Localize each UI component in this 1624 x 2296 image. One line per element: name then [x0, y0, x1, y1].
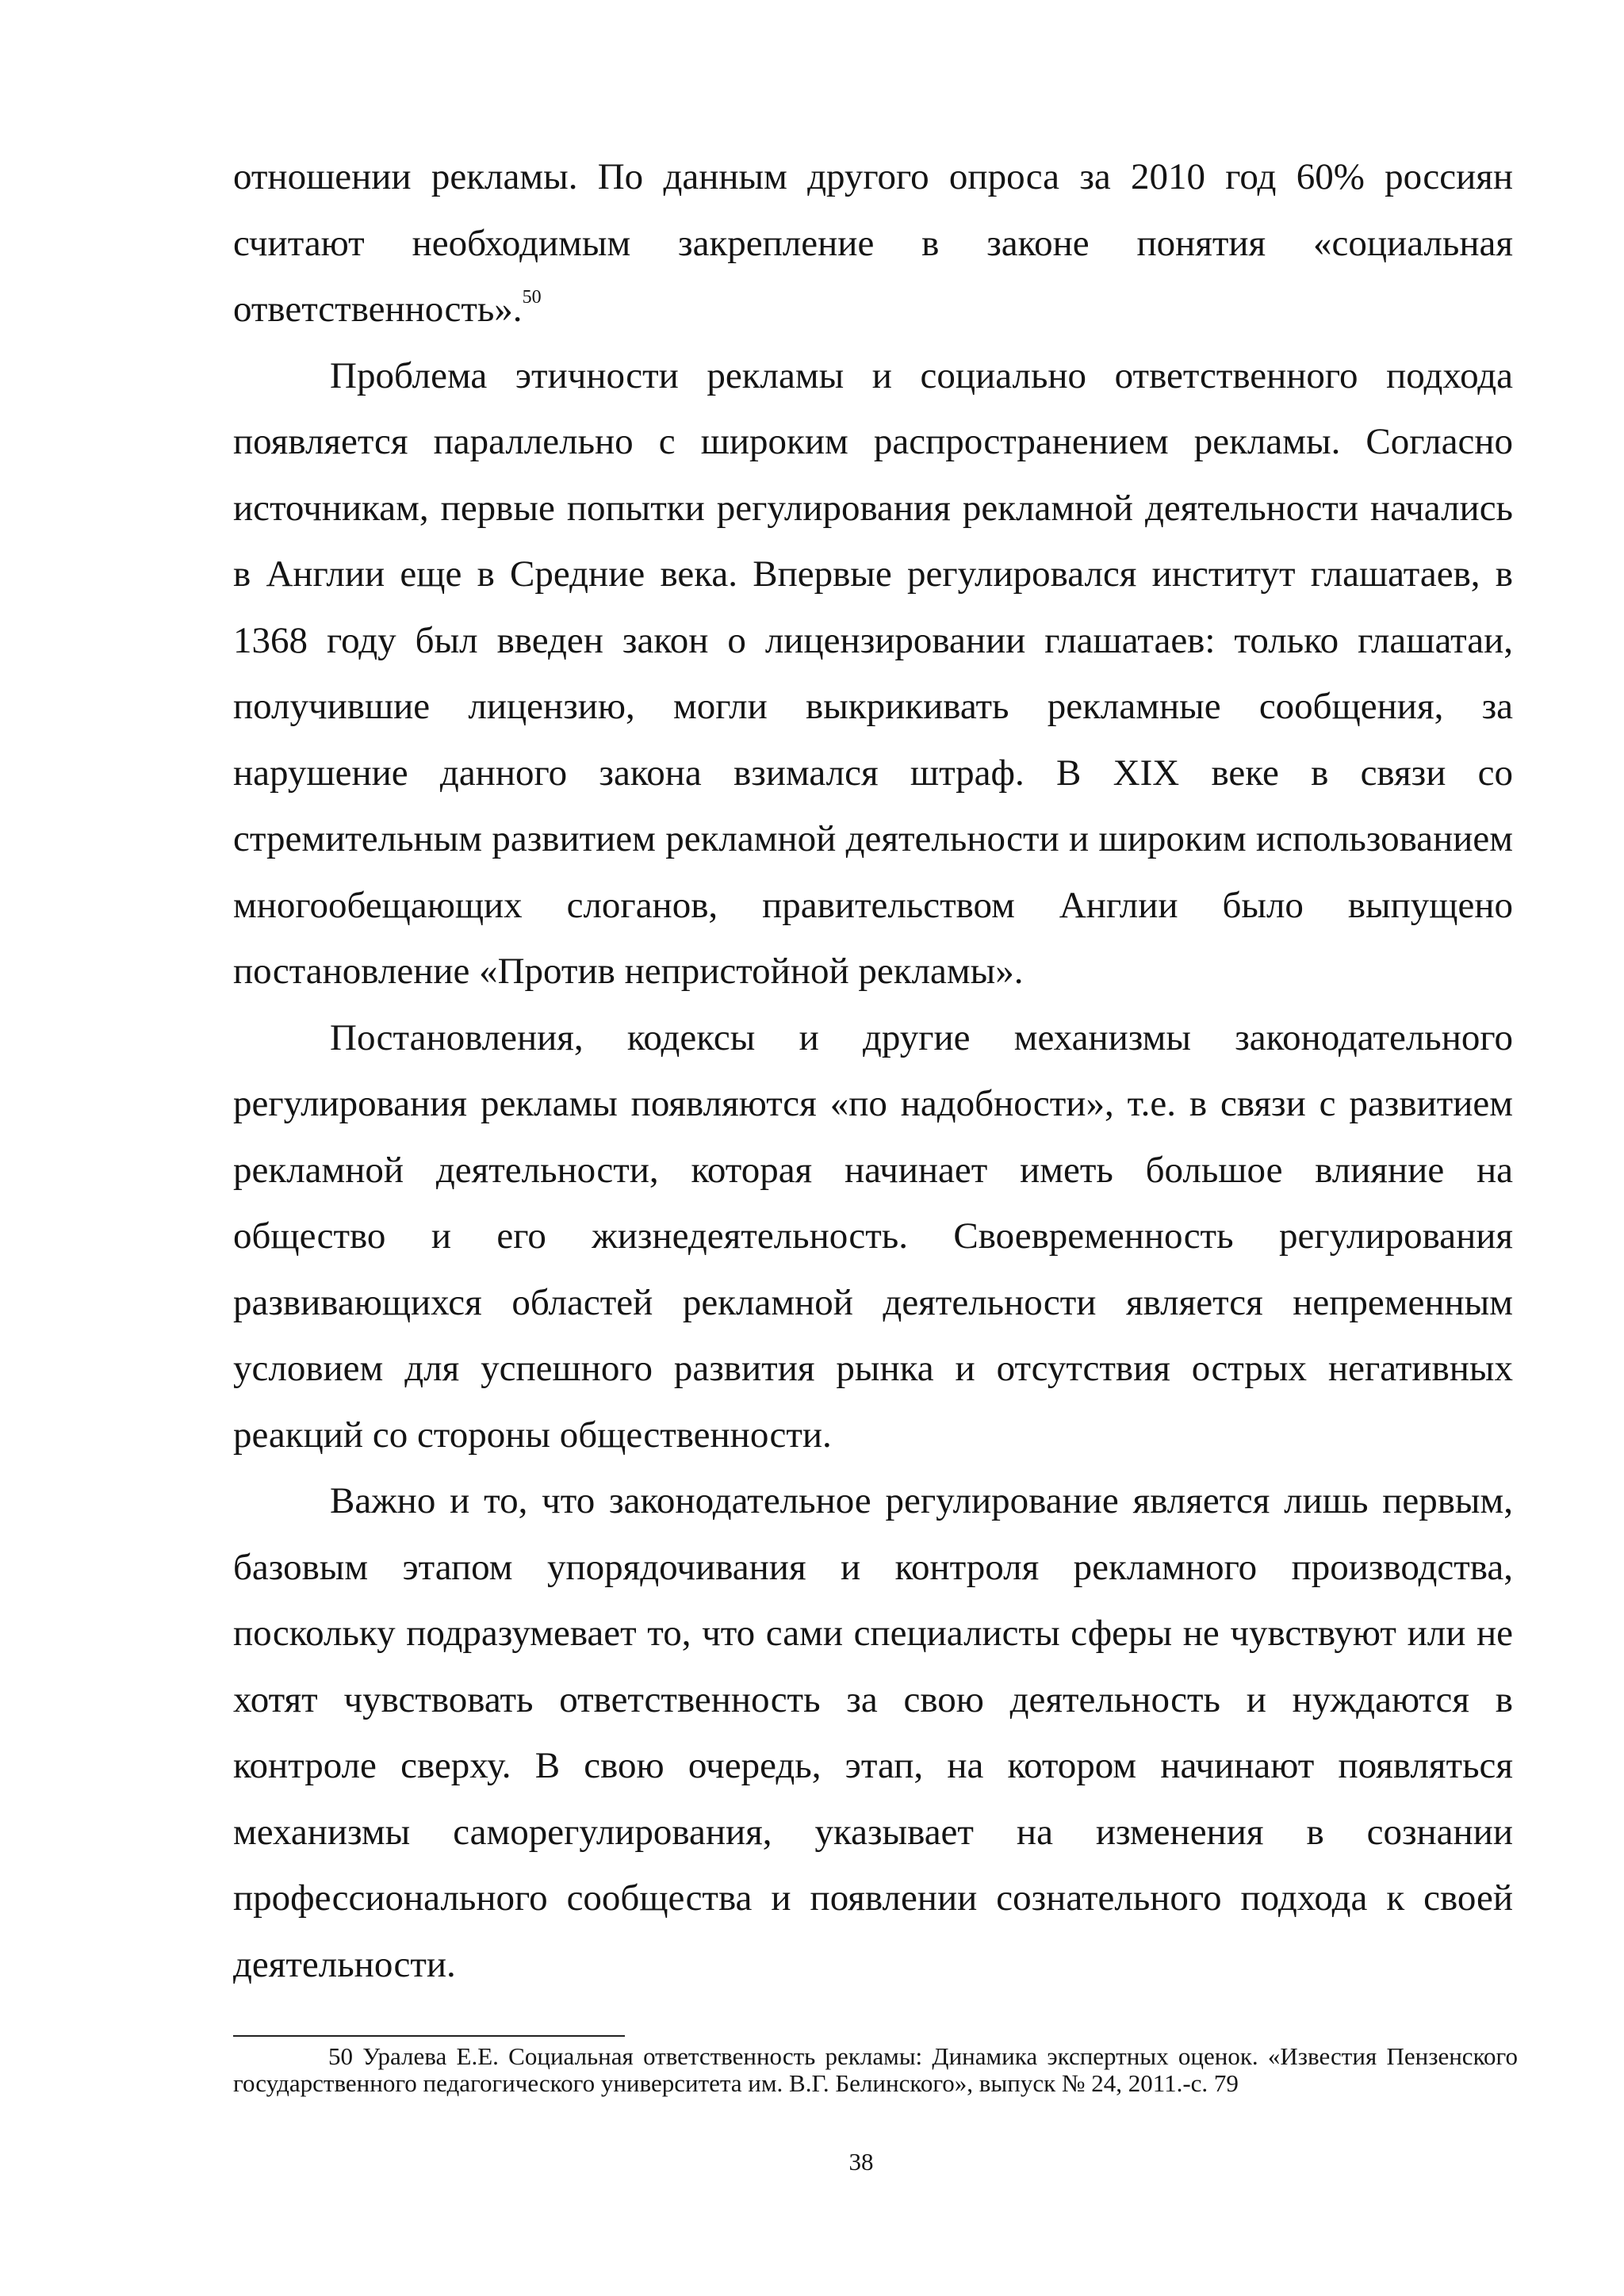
footnote-separator [233, 2035, 625, 2037]
paragraph-1-text: отношении рекламы. По данным другого опроса за 2010 год 60% россиян считают необходимым закрепление в законе понятия «социальная ответственность». [233, 156, 1513, 330]
paragraph-1 [233, 144, 1513, 343]
body-text [233, 144, 1513, 1998]
footnote: 50 Уралева Е.Е. Социальная ответственность рекламы: Динамика экспертных оценок. «Известия Пензенского государственного педагогического университета им. В.Г. Белинского», выпуск № 24, 2011.-с. 79 [233, 2042, 1518, 2097]
page-number: 38 [848, 2148, 874, 2175]
footnote-reference: 50 [522, 287, 542, 308]
paragraph-3: Постановления, кодексы и другие механизмы законодательного регулирования рекламы появляются «по надобности», т.е. в связи с развитием рекламной деятельности, которая начинает иметь большое влияние на общество и его жизнедеятельность. Своевременность регулирования развивающихся областей рекламной деятельности является непременным условием для успешного развития рынка и отсутствия острых негативных реакций со стороны общественности. [233, 1016, 1513, 1456]
paragraph-4: Важно и то, что законодательное регулирование является лишь первым, базовым этапом упорядочивания и контроля рекламного производства, поскольку подразумевает то, что сами специалисты сферы не чувствуют или не хотят чувствовать ответственность за свою деятельность и нуждаются в контроле сверху. В свою очередь, этап, на котором начинают появляться механизмы саморегулирования, указывает на изменения в сознании профессионального сообщества и появлении сознательного подхода к своей деятельности. [233, 1480, 1513, 1985]
paragraph-2: Проблема этичности рекламы и социально ответственного подхода появляется параллельно с широким распространением рекламы. Согласно источникам, первые попытки регулирования рекламной деятельности начались в Англии еще в Средние века. Впервые регулировался институт глашатаев, в 1368 году был введен закон о лицензировании глашатаев: только глашатаи, получившие лицензию, могли выкрикивать рекламные сообщения, за нарушение данного закона взимался штраф. В XIX веке в связи со стремительным развитием рекламной деятельности и широким использованием многообещающих слоганов, правительством Англии было выпущено постановление «Против непристойной рекламы». [233, 354, 1513, 992]
